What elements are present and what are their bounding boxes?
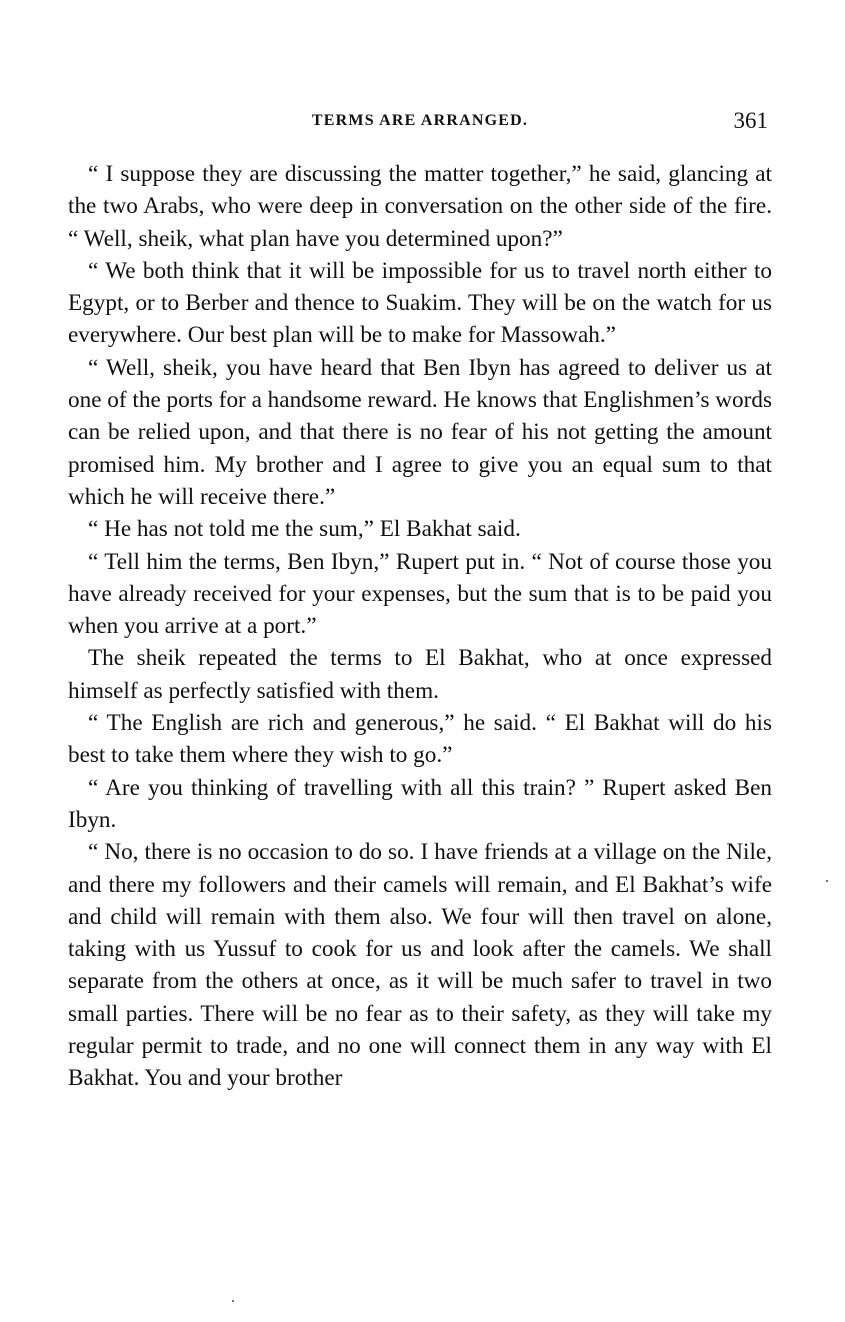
paragraph-1: “ I suppose they are discussing the matter together,” he said, glancing at the two Arabs, who were deep in conversation on the other side of the fire. “ Well, sheik, what plan have you determined upon?” xyxy=(68,161,772,252)
body-text xyxy=(68,158,772,1095)
paragraph-3: “ Well, sheik, you have heard that Ben Ibyn has agreed to deliver us at one of the ports for a handsome reward. He knows that Englishmen’s words can be relied upon, and that there is no fear of his not getting the amount promised him. My brother and I agree to give you an equal sum to that which he will receive there.” xyxy=(68,354,772,510)
paragraph-2: “ We both think that it will be impossible for us to travel north either to Egypt, or to Berber and thence to Suakim. They will be on the watch for us everywhere. Our best plan will be to make for Massowah.” xyxy=(68,257,772,349)
paragraph-4: “ He has not told me the sum,” El Bakhat said. xyxy=(88,516,521,543)
paragraph-5: “ Tell him the terms, Ben Ibyn,” Rupert put in. “ Not of course those you have already received for your expenses, but the sum that is to be paid you when you arrive at a port.” xyxy=(68,548,772,640)
running-header xyxy=(68,108,772,138)
paragraph-9: “ No, there is no occasion to do so. I have friends at a village on the Nile, and there my followers and their camels will remain, and El Bakhat’s wife and child will remain with them also. We four will then travel on alone, taking with us Yussuf to cook for us and look after the camels. We shall separate from the others at once, as it will be much safer to travel in two small parties. There will be no fear as to their safety, as they will take my regular permit to trade, and no one will connect them in any way with El Bakhat. You and your brother xyxy=(68,839,772,1092)
paragraph-6: The sheik repeated the terms to El Bakhat, who at once expressed himself as perfectly satisfied with them. xyxy=(68,645,772,704)
paragraph-7: “ The English are rich and generous,” he said. “ El Bakhat will do his best to take them where they wish to go.” xyxy=(68,710,772,769)
running-title: TERMS ARE ARRANGED. xyxy=(311,112,529,129)
scan-speck xyxy=(826,880,828,882)
scan-speck xyxy=(232,1300,234,1302)
page-number: 361 xyxy=(733,108,768,133)
paragraph-8: “ Are you thinking of travelling with all this train? ” Rupert asked Ben Ibyn. xyxy=(68,774,772,833)
